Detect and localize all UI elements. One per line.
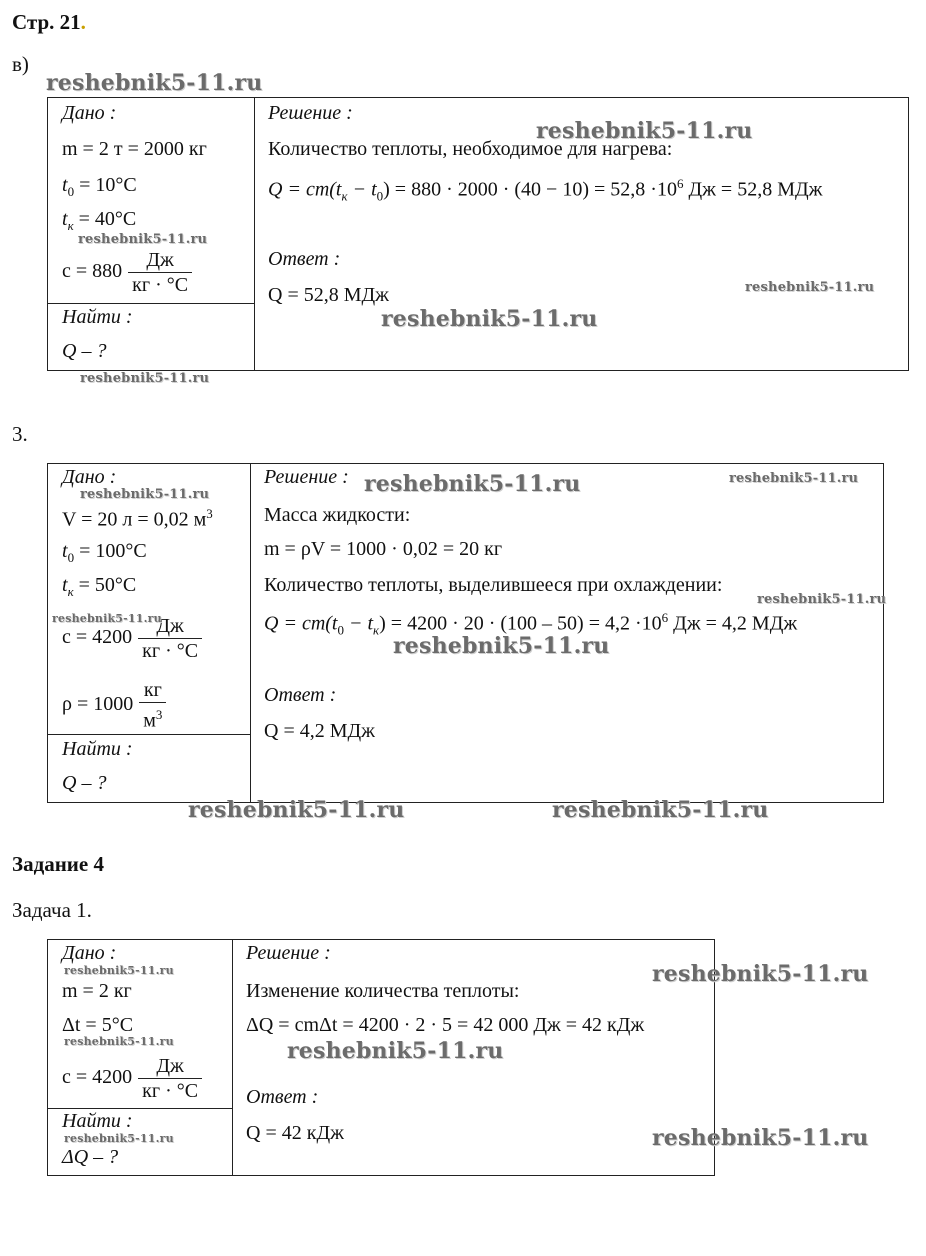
given-title: Дано : — [62, 942, 117, 964]
watermark: reshebnik5-11.ru — [80, 487, 210, 502]
task-subheading: Задача 1. — [12, 898, 92, 922]
watermark: reshebnik5-11.ru — [381, 306, 598, 332]
given-c: c = 4200 $\frac{Дж}{кг \cdot ^\circ C}$ — [62, 614, 202, 663]
answer-title: Ответ : — [264, 684, 337, 706]
watermark: reshebnik5-11.ru — [729, 471, 859, 486]
given-tk: $t_к = 40^\circ C$ — [62, 208, 137, 233]
given-title: Дано : — [62, 102, 117, 124]
given-t0: $t_0 = 10^\circ C$ — [62, 174, 137, 199]
solution-title: Решение : — [246, 942, 331, 964]
solution-line: Количество теплоты, необходимое для нагрева: — [268, 138, 673, 160]
section-heading: Задание 4 — [12, 852, 104, 876]
watermark: reshebnik5-11.ru — [52, 612, 162, 625]
answer-value: Q = 4,2 МДж — [264, 720, 375, 742]
given-volume: V = 20 л = 0,02 $м^3$ — [62, 506, 213, 531]
find-title: Найти : — [62, 1110, 133, 1132]
solution-formula-mass: m = ρV = 1000 · 0,02 = 20 кг — [264, 538, 503, 560]
solution-formula-heat: $Q = cm(t_0 - t_к) = 4200 \cdot 20 \cdot (100 - 50) = 4,2 \cdot 10^6$ Дж = 4,2 МДж — [264, 610, 798, 638]
answer-value: Q = 52,8 МДж — [268, 284, 389, 306]
watermark: reshebnik5-11.ru — [393, 633, 610, 659]
watermark: reshebnik5-11.ru — [78, 232, 208, 247]
watermark: reshebnik5-11.ru — [364, 471, 581, 497]
given-t0: $t_0 = 100^\circ C$ — [62, 540, 147, 565]
watermark: reshebnik5-11.ru — [46, 70, 263, 96]
given-mass: m = 2 кг — [62, 980, 132, 1002]
solution-line: Количество теплоты, выделившееся при охлаждении: — [264, 574, 723, 596]
given-c: c = 880 $\frac{Дж}{кг \cdot ^\circ C}$ — [62, 248, 192, 297]
given-delta-t: Δt = 5°C — [62, 1014, 134, 1036]
answer-title: Ответ : — [246, 1086, 319, 1108]
watermark: reshebnik5-11.ru — [652, 1125, 869, 1151]
solution-line: Изменение количества теплоты: — [246, 980, 520, 1002]
given-title: Дано : — [62, 466, 117, 488]
given-mass: m = 2 т = 2000 кг — [62, 138, 207, 160]
answer-title: Ответ : — [268, 248, 341, 270]
solution-title: Решение : — [268, 102, 353, 124]
watermark: reshebnik5-11.ru — [745, 280, 875, 295]
given-c: c = 4200 $\frac{Дж}{кг \cdot ^\circ C}$ — [62, 1054, 202, 1103]
watermark: reshebnik5-11.ru — [64, 964, 174, 977]
find-value: Q – ? — [62, 340, 107, 362]
find-title: Найти : — [62, 306, 133, 328]
watermark: reshebnik5-11.ru — [552, 797, 769, 823]
watermark: reshebnik5-11.ru — [64, 1132, 174, 1145]
find-value: ΔQ – ? — [62, 1146, 119, 1168]
watermark: reshebnik5-11.ru — [188, 797, 405, 823]
find-value: Q – ? — [62, 772, 107, 794]
solution-line: Масса жидкости: — [264, 504, 411, 526]
watermark: reshebnik5-11.ru — [64, 1035, 174, 1048]
watermark: reshebnik5-11.ru — [757, 592, 887, 607]
answer-value: Q = 42 кДж — [246, 1122, 344, 1144]
page-number: Стр. 21. — [12, 10, 86, 34]
watermark: reshebnik5-11.ru — [287, 1038, 504, 1064]
watermark: reshebnik5-11.ru — [536, 118, 753, 144]
given-density: ρ = 1000 $\frac{кг}{м^3}$ — [62, 678, 166, 733]
problem-3-label: 3. — [12, 422, 28, 446]
solution-title: Решение : — [264, 466, 349, 488]
problem-v-label: в) — [12, 52, 29, 76]
solution-formula: ΔQ = cmΔt = 4200 · 2 · 5 = 42 000 Дж = 42 кДж — [246, 1014, 645, 1036]
solution-formula: $Q = cm(t_к - t_0) = 880 \cdot 2000 \cdot (40 - 10) = 52,8 \cdot 10^6$ Дж = 52,8 МДж — [268, 176, 823, 204]
watermark: reshebnik5-11.ru — [652, 961, 869, 987]
watermark: reshebnik5-11.ru — [80, 371, 210, 386]
given-tk: $t_к = 50^\circ C$ — [62, 574, 137, 599]
find-title: Найти : — [62, 738, 133, 760]
